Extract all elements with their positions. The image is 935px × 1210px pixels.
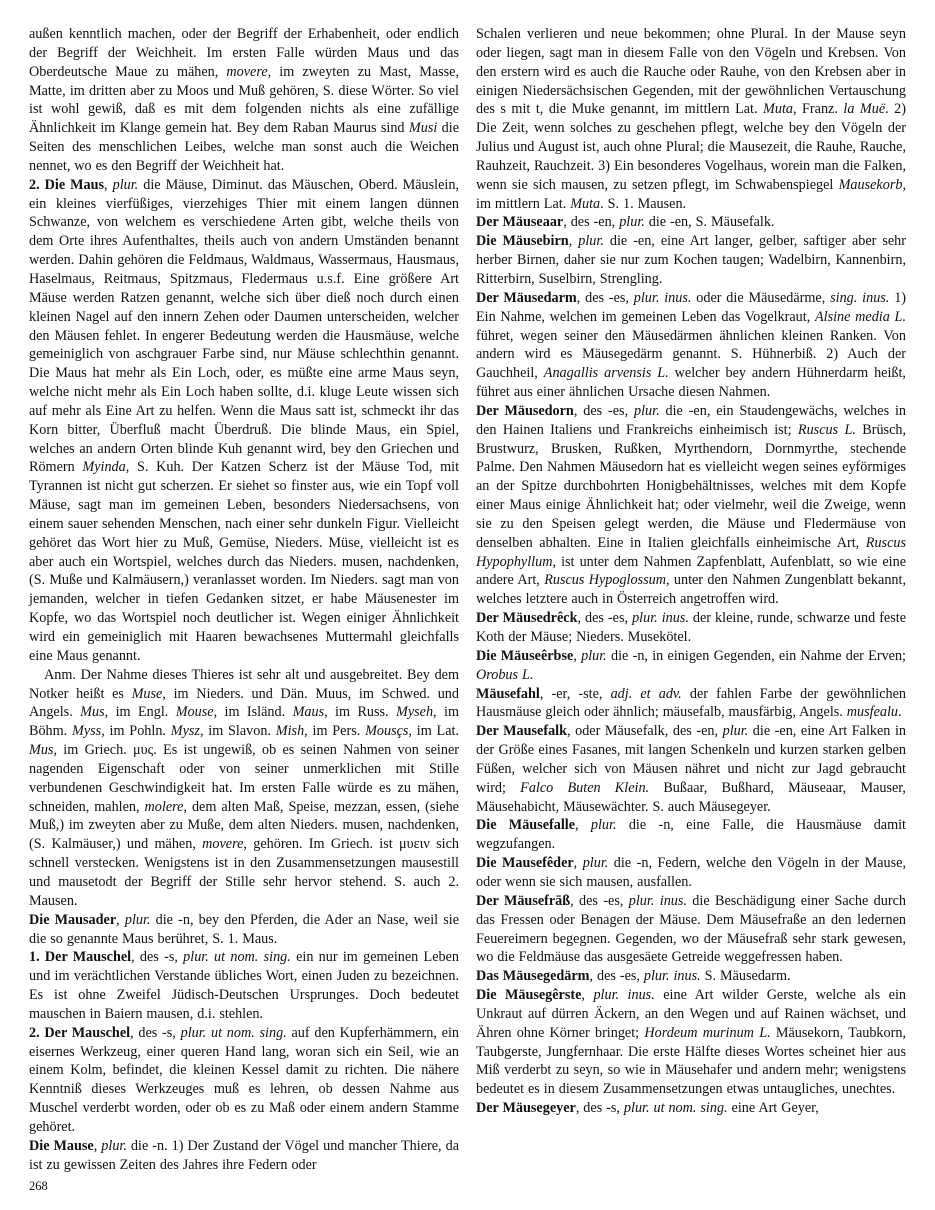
italic-term: movere [202, 836, 244, 853]
body-text: , [93, 1137, 102, 1154]
body-text: , des -es, [577, 610, 633, 627]
italic-term: Anagallis arvensis L. [543, 365, 669, 382]
body-text: der kleine, runde, schwarze und feste Koth der Mäuse; Nieders. Musekötel. [476, 610, 906, 645]
headword: Die Mäusegêrste [476, 987, 582, 1004]
left-column [29, 25, 459, 1174]
headword: Die Mäusebirn [476, 233, 569, 250]
body-text: , Franz. [793, 101, 844, 118]
body-text: die -n. 1) Der Zustand der Vögel und mancher Thiere, da ist zu gewissen Zeiten des Jahres ihre Federn oder [29, 1137, 459, 1173]
entry-der-maeusedreck [476, 609, 906, 647]
headword: Die Mäusefalle [476, 817, 575, 834]
body-text: . 2) Die Zeit, wenn solches zu geschehen pflegt, welche bey den Vögeln der Julius und August ist, auch ohne Plural; die Mausezeit, die Rauhe, Rauche, Rauhzeit, Rauchzeit. 3) Ein besonderes Vogelhaus, worein man die Falken, wenn sie sich mausen, zu setzen pflegt, im Schwabenspiegel [476, 101, 907, 193]
body-text: , im Russ. [324, 704, 397, 721]
body-text: , des -es, [570, 892, 629, 909]
body-text: , [575, 817, 591, 834]
body-text: die -en, eine Art langer, gelber, saftiger aber sehr herber Birnen, daher sie nur zum Kochen taugen; Wadelbirn, Kannenbirn, Ritterbirn, Suselbirn, Strengling. [476, 233, 907, 287]
italic-term: Mousçs [365, 723, 409, 740]
body-text: , [573, 647, 582, 664]
italic-term: Maus [292, 704, 325, 721]
body-text: ein nur im gemeinen Leben und im verächtlichen Verstande übliches Wort, einen Juden zu bezeichnen. Es ist ohne Zweifel Jüdisch-Deutschen Ursprunges. Doch bedeutet mauschen in Baiern mausen, d.i. stehlen. [29, 949, 459, 1022]
body-text: Brüsch, Brustwurz, Brusken, Rußken, Myrthendorn, Dornmyrthe, stechende Palme. Den Nahmen Mäusedorn hat es vielleicht wegen seines eyförmiges an der Spitze durchbohrten Honigbehältnisses, welches mit dem Kopfe einer Maus einige Ähnlichkeit hat; oder vielmehr, weil die Zweige, wenn sie zu den Speisen gelegt werden, die Mäuse und Fledermäuse von denselben abhalten. Eine in Italien gleichfalls einheimische Art, [476, 421, 907, 551]
body-text: , des -es, [576, 289, 634, 306]
body-text: 1) Ein Nahme, welchen im gemeinen Leben das Vogelkraut, [476, 289, 907, 325]
body-text: , [116, 911, 125, 928]
body-text: , des -es, [589, 968, 644, 985]
headword: Die Mausader [29, 911, 117, 928]
headword: Die Mause [29, 1137, 94, 1154]
body-text: Bußaar, Bußhard, Mäuseaar, Mauser, Mäusehabicht, Mäusewächter. S. auch Mäusegeyer. [476, 779, 906, 815]
italic-term: movere [226, 63, 268, 80]
entry-das-maeusegedaerm [476, 967, 906, 986]
italic-term: Hordeum murinum L. [644, 1024, 771, 1041]
italic-term: Mouse [175, 704, 214, 721]
body-text: , oder Mäusefalk, des -en, [567, 723, 723, 740]
italic-term: Falco Buten Klein. [520, 779, 650, 796]
italic-term: Orobus L. [476, 666, 534, 683]
body-text: die -n, eine Falle, die Hausmäuse damit wegzufangen. [476, 817, 907, 853]
body-text: die -n, Federn, welche den Vögeln in der Mause, oder wenn sie sich mausen, ausfallen. [476, 855, 906, 890]
entry-die-maeusefalle [476, 816, 906, 854]
body-text: außen kenntlich machen, oder der Begriff der Erhabenheit, oder endlich der Begriff der Weichheit. Im ersten Falle würden Maus und das Oberdeutsche Maue zu mähen, [29, 26, 459, 80]
body-text: , des -s, [575, 1100, 624, 1117]
entry-die-maeusebirn [476, 232, 906, 289]
entry-der-maeuseaar [476, 213, 906, 232]
italic-term: Ruscus L. [797, 421, 856, 438]
entry-der-maeusedorn [476, 402, 906, 609]
right-column [476, 25, 906, 1174]
body-text: die Beschädigung einer Sache durch das Fressen oder Benagen der Mäuse. Dem Mäusefraße an den ledernen Feuereimern begegnen. Gegenden, wo der Mäusefraß sehr stark gewesen, wo die Feldmäuse das ausgesäete Getreide weggefressen haben. [476, 892, 906, 966]
body-text: auf den Kupferhämmern, ein eisernes Werkzeug, einer queren Hand lang, woran sich ein Seil, wie an einem Kolm, befindet, die kleinen Kessel damit zu richten. Die nähere Kenntniß dieses Werkzeuges muß es lehren, ob dessen Nahme aus Muschel verderbt worden, oder ob es zu Maß oder einem andern Stamme gehöret. [29, 1024, 460, 1135]
body-text: S. Mäusedarm. [700, 968, 791, 985]
body-text: eine Art wilder Gerste, welche als ein Unkraut auf dürren Äckern, an den Wegen und auf Rainen wächset, und Ähren ohne Körner bringet; [476, 987, 906, 1041]
entry-der-maeusefrass [476, 892, 906, 967]
headword: Die Mausefêder [476, 855, 574, 872]
body-text: , gehören. Im Griech. ist μυειν sich schnell verstecken. Wenigstens ist in den Zusammensetzungen mausestill und mausetodt der Begriff der Stille sehr hervor stehend. S. auch 2. Mausen. [29, 836, 459, 909]
italic-term: plur. inus. [643, 968, 701, 985]
italic-term: Mysz [170, 723, 200, 740]
body-text: , [568, 233, 579, 250]
italic-term: adj. et adv. [610, 685, 682, 702]
italic-term: Ruscus Hypophyllum [476, 534, 906, 570]
body-text: Mäusekorn, Taubkorn, Taubgerste, Jungfernhaar. Die erste Hälfte dieses Wortes scheinet hier aus Miß verderbt zu seyn, so wie in Mäusehafer und andern mehr; wenigstens bedeutet es in diesem Zusammensetzungen etwas untaugliches, unechtes. [476, 1024, 906, 1098]
italic-term: plur. inus. [628, 892, 687, 909]
headword: Der Mausefalk [476, 723, 567, 740]
italic-term: plur. [578, 233, 604, 250]
body-text: führet, wegen seiner den Mäusedärmen ähnlichen kleinen Ranken. Von andern wird es Mäusegedärm genannt. S. Hühnerbiß. 2) Auch der Gauchheil, [476, 327, 906, 382]
body-text: die -en, S. Mäusefalk. [644, 214, 775, 231]
body-text: eine Art Geyer, [727, 1100, 819, 1117]
italic-term: plur. [722, 723, 749, 740]
body-text: , [104, 176, 113, 193]
italic-term: plur. ut nom. sing. [180, 1024, 287, 1041]
entry-die-maeuseerbse [476, 647, 906, 685]
body-text: , des -s, [130, 1024, 181, 1041]
italic-term: Myinda [82, 459, 126, 476]
italic-term: Myseh [396, 704, 434, 721]
headword: 1. Der Mauschel [29, 949, 132, 966]
body-text: , [573, 855, 583, 872]
italic-term: Myss [72, 723, 102, 740]
body-text: , im Isländ. [213, 704, 293, 721]
entry-2-die-maus [29, 176, 459, 666]
headword: Der Mäusefrāß [476, 892, 571, 909]
entry-maeusefahl [476, 685, 906, 723]
body-text: , unter den Nahmen Zungenblatt bekannt, welches letztere auch in Österreich angetroffen wird. [476, 572, 906, 608]
body-text: welcher bey andern Hühnerdarm heißt, führet aus einer ähnlichen Ursache diesen Nahmen. [476, 365, 906, 401]
body-text: , im Griech. μυς. Es ist ungewiß, ob es seinen Nahmen von seiner nagenden Eigenschaft oder von seiner unmerklichen mit Stille verbundenen Geschwindigkeit hat. Im ersten Falle würde es zu mähen, schneiden, mahlen, [29, 742, 459, 815]
headword: Die Mäuseêrbse [476, 647, 574, 664]
italic-term: plur. [619, 214, 645, 231]
headword: 2. Die Maus [29, 176, 105, 193]
headword: Der Mäuseaar [476, 214, 564, 231]
body-text: , im Pers. [304, 723, 366, 740]
body-text: , [581, 987, 594, 1004]
body-text: Anm. Der Nahme dieses Thieres ist sehr alt und ausgebreitet. Bey dem Notker heißt es [29, 666, 459, 702]
headword: Der Mäusedrêck [476, 610, 578, 627]
body-text: , des -s, [131, 949, 184, 966]
body-text: , im mittlern Lat. [476, 176, 906, 212]
headword: 2. Der Mauschel [29, 1024, 131, 1041]
italic-term: plur. [590, 817, 617, 834]
body-text: , im Lat. [408, 723, 459, 740]
body-text: , im Böhm. [29, 704, 459, 740]
entry-der-maeusedarm [476, 289, 906, 402]
italic-term: Muse [131, 685, 163, 702]
entry-die-mause [29, 1137, 459, 1175]
entry-1-der-mauschel [29, 948, 459, 1023]
italic-term: plur. [581, 647, 607, 664]
body-text: , dem alten Maß, Speise, mezzan, essen, (siehe Muß,) im zweyten aber zu Muße, dem alten Nieders. musen, nachdenken, (S. Kalmäuser,) und mähen, [29, 798, 459, 853]
italic-term: la Muë [843, 101, 886, 118]
italic-term: Mish [275, 723, 305, 740]
italic-term: Muta [763, 101, 793, 118]
italic-term: plur. [582, 855, 609, 872]
italic-term: Alsine media L. [814, 308, 906, 325]
body-text: . [898, 704, 902, 721]
entry-die-mausader [29, 911, 459, 949]
headword: Mäusefahl [476, 685, 540, 702]
italic-term: plur. [112, 176, 139, 193]
italic-term: plur. inus. [593, 987, 655, 1004]
italic-term: plur. [101, 1137, 127, 1154]
entry-continuation-die-mause [476, 25, 906, 213]
entry-die-maeusegerste [476, 986, 906, 1099]
body-text: die -n, bey den Pferden, die Ader an Nase, weil sie die so genannte Maus berühret, S. 1. Maus. [29, 911, 459, 947]
body-text: . S. 1. Mausen. [600, 195, 687, 212]
body-text: , im Pohln. [101, 723, 171, 740]
italic-term: plur. [124, 911, 151, 928]
italic-term: molere [144, 798, 184, 815]
italic-term: sing. inus. [830, 289, 890, 306]
body-text: , des -en, [563, 214, 620, 231]
text-columns [29, 25, 906, 1174]
body-text: oder die Mäusedärme, [691, 289, 831, 306]
italic-term: plur. inus. [632, 610, 689, 627]
headword: Der Mäusedarm [476, 289, 577, 306]
body-text: , -er, -ste, [539, 685, 611, 702]
body-text: die Mäuse, Diminut. das Mäuschen, Oberd. Mäuslein, ein kleines vierfüßiges, vierzehiges Thier mit einem langen dünnen Schwanze, von welchem es verschiedene Arten gibt, welche theils von dem Orte ihres Aufenthaltes, theils auch von andern Umständen benannt werden. Dahin gehören die Feldmaus, Waldmaus, Wassermaus, Hausmaus, Haselmaus, Reitmaus, Spitzmaus, Fledermaus u.s.f. Eine größere Art Mäuse werden Ratzen genannt, welche sich über dieß noch durch einen kleinen Nagel auf den innern Zehen oder Daumen unterscheiden, welcher den Mäusen fehlet. In engerer Bedeutung werden die Hausmäuse, welche gemeiniglich von aschgrauer Farbe sind, nur Mäuse schlechthin genannt. Die Maus hat mehr als Ein Loch, oder, es müßte eine arme Maus seyn, welche nicht mehr als Ein Loch haben sollte, d.i. kluge Leute wissen sich auf mehr als Eine Art zu helfen. Wenn die Maus satt ist, schmeckt ihr das Korn bitter, Überfluß macht Überdruß. Die blinde Maus, ein Spiel, welches an andern Orten blinde Kuh genannt wird, bey den Griechen und Römern [29, 176, 459, 476]
body-text: die -n, in einigen Gegenden, ein Nahme der Erven; [606, 647, 906, 664]
entry-continuation-1-maus [29, 25, 459, 176]
headword: Der Mäusegeyer [476, 1100, 576, 1117]
italic-term: plur. [634, 402, 660, 419]
body-text: die Seiten des menschlichen Leibes, welche man sonst auch die Weichen nennet, wo es den Begriff der Weichheit hat. [29, 120, 459, 174]
italic-term: Mus [80, 704, 105, 721]
headword: Der Mäusedorn [476, 402, 574, 419]
paragraph-anmerkung [29, 666, 459, 911]
body-text: , im Engl. [104, 704, 176, 721]
italic-term: plur. inus. [633, 289, 692, 306]
italic-term: plur. ut nom. sing. [623, 1100, 728, 1117]
italic-term: musfealu [846, 704, 899, 721]
italic-term: Musi [408, 120, 438, 137]
body-text: Schalen verlieren und neue bekommen; ohne Plural. In der Mause seyn oder liegen, sagt man in diesem Falle von den Vögeln und Krebsen. Von den erstern wird es auch die Rauche oder Rauhe, von den Krebsen aber in einigen Niedersächsischen Gegenden, mit der gewöhnlichen Vertauschung des s mit t, die Muke genannt, im mittlern Lat. [476, 26, 906, 118]
body-text: , im Nieders. und Dän. Muus, im Schwed. und Angels. [29, 685, 459, 721]
italic-term: Mus [29, 742, 54, 759]
body-text: der fahlen Farbe der gewöhnlichen Hausmäuse gleich oder ähnlich; mäusefalb, mausfärbig, Angels. [476, 685, 906, 721]
headword: Das Mäusegedärm [476, 968, 590, 985]
italic-term: Ruscus Hypoglossum [544, 572, 666, 589]
body-text: die -en, ein Staudengewächs, welches in den Hainen Italiens und Frankreichs einheimisch ist; [476, 402, 907, 438]
italic-term: Muta [570, 195, 601, 212]
body-text: , im Slavon. [199, 723, 276, 740]
italic-term: Mausekorb [838, 176, 903, 193]
entry-2-der-mauschel [29, 1024, 459, 1137]
body-text: , des -es, [573, 402, 634, 419]
entry-der-mausefalk [476, 722, 906, 816]
body-text: , S. Kuh. Der Katzen Scherz ist der Mäuse Tod, mit Tyrannen ist nicht gut scherzen. Er siehet so finster aus, wie ein Topf voll Mäuse, sagt man im gemeinen Leben, besonders Niedersachsens, von einem sauer sehenden Menschen, nach einer sehr dunkeln Figur. Vielleicht gehöret das Wort hier zu Muß, Gemüse, Nieders. Müse, vielleicht ist es aber auch ein Wortspiel, welches durch das Nieders. musen, nachdenken, (S. Muße und Kalmäusern,) veranlasset worden. Im Nieders. sagt man von jemanden, welcher in tiefen Gedanken sitzet, er habe Mäusenester im Kopfe, wo das Wortspiel noch deutlicher ist. Wegen einiger Ähnlichkeit wird ein gemeiniglich mit Haaren bewachsenes Muttermahl gleichfalls eine Maus genannt. [29, 459, 460, 664]
body-text: , im zweyten zu Mast, Masse, Matte, im dritten aber zu Moos und Muß gehören, S. diese Wörter. So viel ist wohl gewiß, daß es mit dem folgenden nichts als eine zufällige Ähnlichkeit im Klange gemein hat. Bey dem Raban Maurus sind [29, 63, 460, 137]
entry-die-mausefeder [476, 854, 906, 892]
page-number: 268 [29, 1179, 48, 1193]
body-text: die -en, eine Art Falken in der Größe eines Fasanes, mit langen Schenkeln und kurzen starken gelben Füßen, welcher sich von Mäusen nähret und nicht zur Jagd gebraucht wird; [476, 723, 907, 796]
italic-term: plur. ut nom. sing. [183, 949, 291, 966]
entry-der-maeusegeyer [476, 1099, 906, 1118]
body-text: , ist unter dem Nahmen Zapfenblatt, Aufenblatt, so wie eine andere Art, [476, 553, 906, 589]
